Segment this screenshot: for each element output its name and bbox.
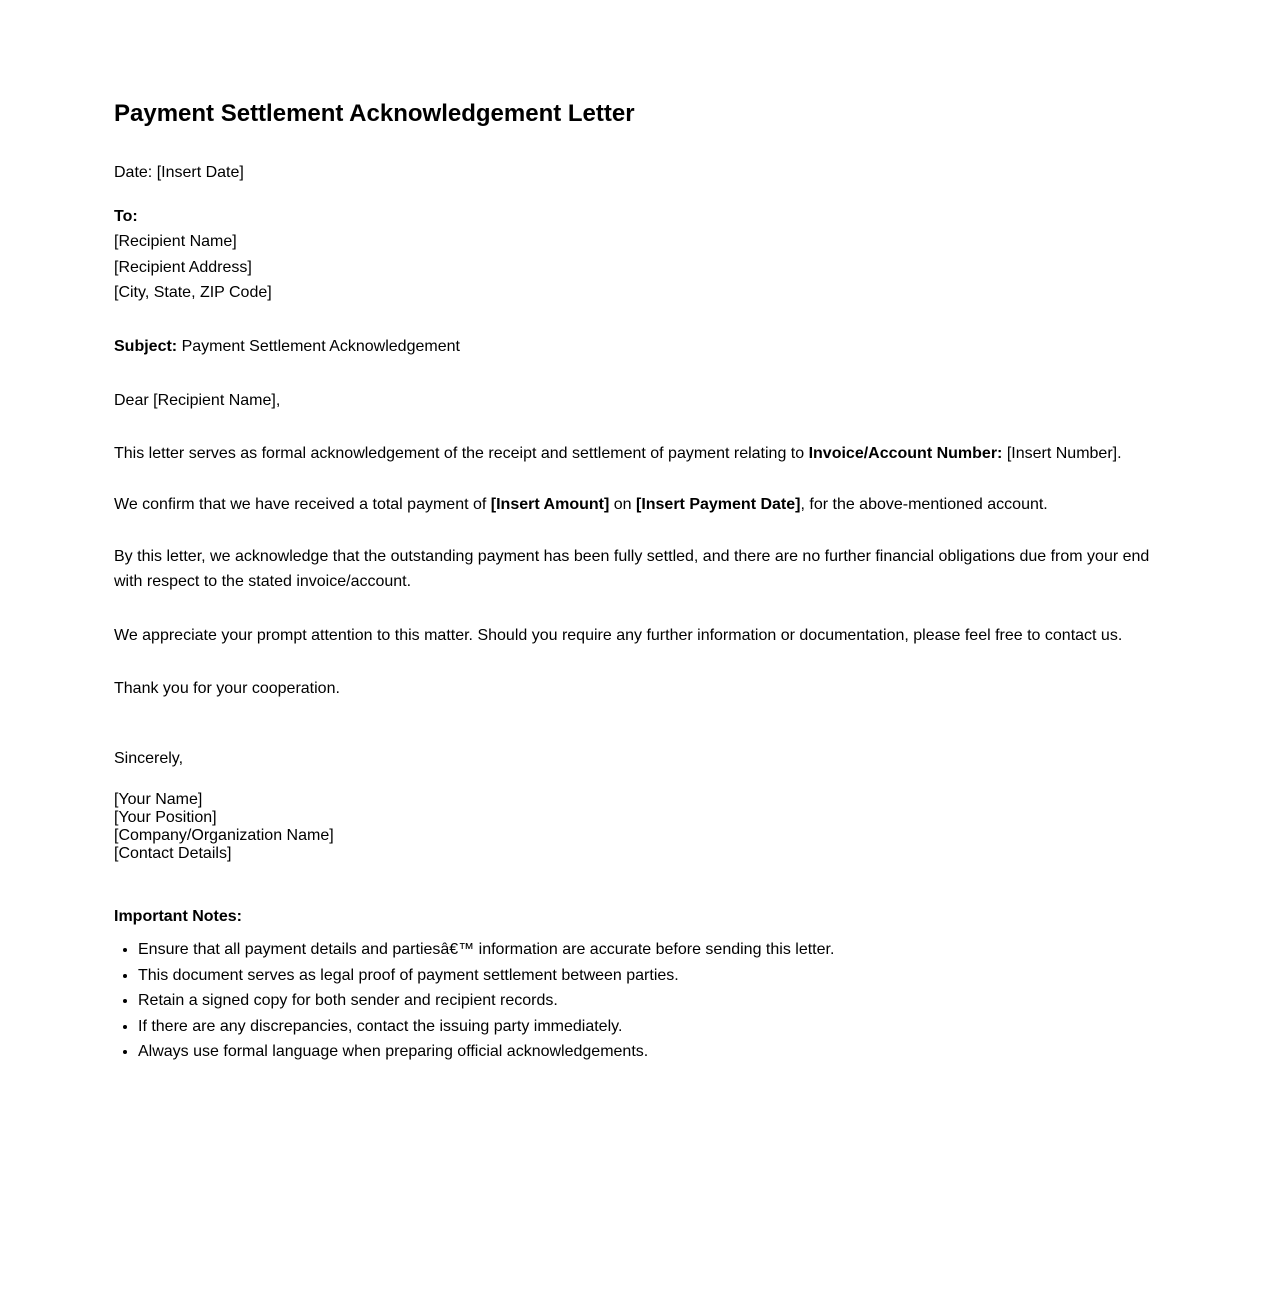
list-item: • If there are any discrepancies, contact the issuing party immediately.: [138, 1014, 834, 1040]
signature-name: [Your Name]: [114, 791, 203, 808]
signature-contact: [Contact Details]: [114, 845, 232, 862]
signature-company: [Company/Organization Name]: [114, 827, 334, 844]
to-label-text: To:: [114, 208, 138, 225]
payment-date: [Insert Payment Date]: [635, 496, 801, 513]
paragraph-settlement: By this letter, we acknowledge that the outstanding payment has been fully settled, and there are no further financial obligations due from your end with respect to the stated invoice/account.: [114, 548, 1150, 590]
paragraph1-end: [Insert Number].: [1002, 445, 1122, 462]
page-title: Payment Settlement Acknowledgement Letter: [114, 100, 635, 127]
paragraph2-middle: on: [609, 496, 636, 513]
list-item: • Ensure that all payment details and partiesâ€™ information are accurate before sending this letter.: [138, 937, 834, 963]
paragraph-contact: We appreciate your prompt attention to this matter. Should you require any further information or documentation, please feel free to contact us.: [114, 627, 1123, 644]
subject-label: Subject:: [114, 338, 178, 355]
paragraph-thanks: Thank you for your cooperation.: [114, 680, 340, 697]
notes-heading: [114, 904, 242, 929]
list-item: • Always use formal language when preparing official acknowledgements.: [138, 1039, 834, 1065]
recipient-name: [Recipient Name]: [114, 233, 237, 250]
paragraph-acknowledgement: [114, 441, 1164, 466]
notes-heading-text: Important Notes:: [114, 908, 242, 925]
invoice-account-label: Invoice/Account Number:: [808, 445, 1003, 462]
list-item: • Retain a signed copy for both sender and recipient records.: [138, 988, 834, 1014]
notes-list: [114, 937, 834, 1065]
subject-text: Payment Settlement Acknowledgement: [177, 338, 460, 355]
paragraph2-text: We confirm that we have received a total payment of: [114, 496, 491, 513]
paragraph1-text: This letter serves as formal acknowledgement of the receipt and settlement of payment relating to: [114, 445, 809, 462]
to-label: [114, 204, 138, 229]
recipient-address: [Recipient Address]: [114, 259, 252, 276]
closing: Sincerely,: [114, 750, 184, 767]
paragraph2-end: , for the above-mentioned account.: [800, 496, 1048, 513]
payment-amount: [Insert Amount]: [490, 496, 610, 513]
paragraph-payment-confirmation: [114, 492, 1164, 517]
salutation: Dear [Recipient Name],: [114, 392, 281, 409]
recipient-city-state-zip: [City, State, ZIP Code]: [114, 284, 272, 301]
list-item: • This document serves as legal proof of payment settlement between parties.: [138, 963, 834, 989]
subject-line: [114, 334, 460, 359]
signature-position: [Your Position]: [114, 809, 217, 826]
date-line: Date: [Insert Date]: [114, 164, 244, 181]
